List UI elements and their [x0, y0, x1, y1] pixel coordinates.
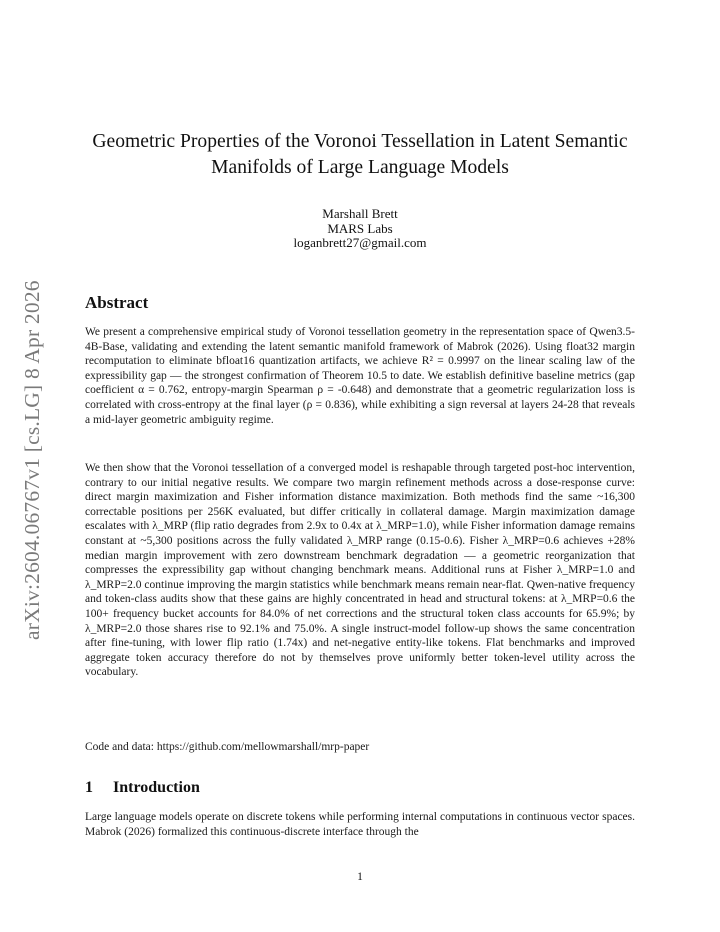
section-number: 1 — [85, 779, 93, 796]
page-number: 1 — [357, 871, 363, 883]
section-title: Introduction — [113, 779, 200, 796]
code-availability-link[interactable]: Code and data: https://github.com/mellowmarshall/mrp-paper — [85, 741, 370, 753]
paper-title: Geometric Properties of the Voronoi Tessellation in Latent Semantic Manifolds of Large Language Models — [92, 131, 628, 178]
author-email[interactable]: loganbrett27@gmail.com — [293, 235, 427, 250]
author-block — [60, 207, 660, 251]
introduction-paragraph: Large language models operate on discrete tokens while performing internal computations in continuous vector spaces. Mabrok (2026) formalized this continuous-discrete interface through the — [85, 811, 635, 838]
author-affiliation: MARS Labs — [327, 220, 393, 236]
section-heading-introduction — [85, 777, 200, 799]
abstract-heading: Abstract — [85, 293, 149, 312]
abstract-paragraph-2: We then show that the Voronoi tessellation of a converged model is reshapable through targeted post-hoc intervention, contrary to our initial negative results. We compare two margin refinement methods across a dose-response curve: direct margin maximization and Fisher information distance maximization. Both methods find the same ~16,300 correctable positions per 256K evaluated, but differ critically in collateral damage. Margin maximization damage escalates with λ_MRP (flip ratio degrades from 2.9x to 0.4x at λ_MRP=1.0), while Fisher information damage remains constant at ~5,300 positions across the fully validated λ_MRP range (0.15-0.6). Fisher λ_MRP=0.6 achieves +28% median margin improvement with zero downstream benchmark degradation — a geometric reorganization that compresses the expressibility gap without changing benchmark means. Additional runs at Fisher λ_MRP=1.0 and λ_MRP=2.0 continue improving the margin statistics while benchmark means remain near-flat. Qwen-native frequency and token-class audits show that these gains are highly concentrated in head and structural tokens: at λ_MRP=0.6 the 100+ frequency bucket accounts for 84.0% of net corrections and the structural token class accounts for 65.9%; by λ_MRP=2.0 those shares rise to 92.1% and 75.0%. A single instruct-model follow-up shows the same concentration after fine-tuning, with lower flip ratio (1.74x) and net-negative entity-like tokens. Flat benchmarks and improved aggregate token accuracy therefore do not by themselves prove uniformly better token-level utility across the vocabulary. — [85, 462, 635, 679]
author-name: Marshall Brett — [322, 206, 398, 221]
abstract-paragraph-1: We present a comprehensive empirical study of Voronoi tessellation geometry in the representation space of Qwen3.5-4B-Base, validating and extending the latent semantic manifold framework of Mabrok (2026). Using float32 margin recomputation to eliminate bfloat16 quantization artifacts, we achieve R² = 0.9997 on the linear scaling law of the expressibility gap — the strongest confirmation of Theorem 10.5 to date. We establish definitive baseline metrics (gap coefficient α = 0.762, entropy-margin Spearman ρ = -0.648) and demonstrate that a geometric regularization loss is correlated with cross-entropy at the final layer (ρ = 0.836), while exhibiting a sign reversal at layers 24-28 that reveals a mid-layer geometric ambiguity regime. — [85, 326, 635, 426]
arxiv-identifier-stamp[interactable]: arXiv:2604.06767v1 [cs.LG] 8 Apr 2026 — [20, 280, 44, 640]
